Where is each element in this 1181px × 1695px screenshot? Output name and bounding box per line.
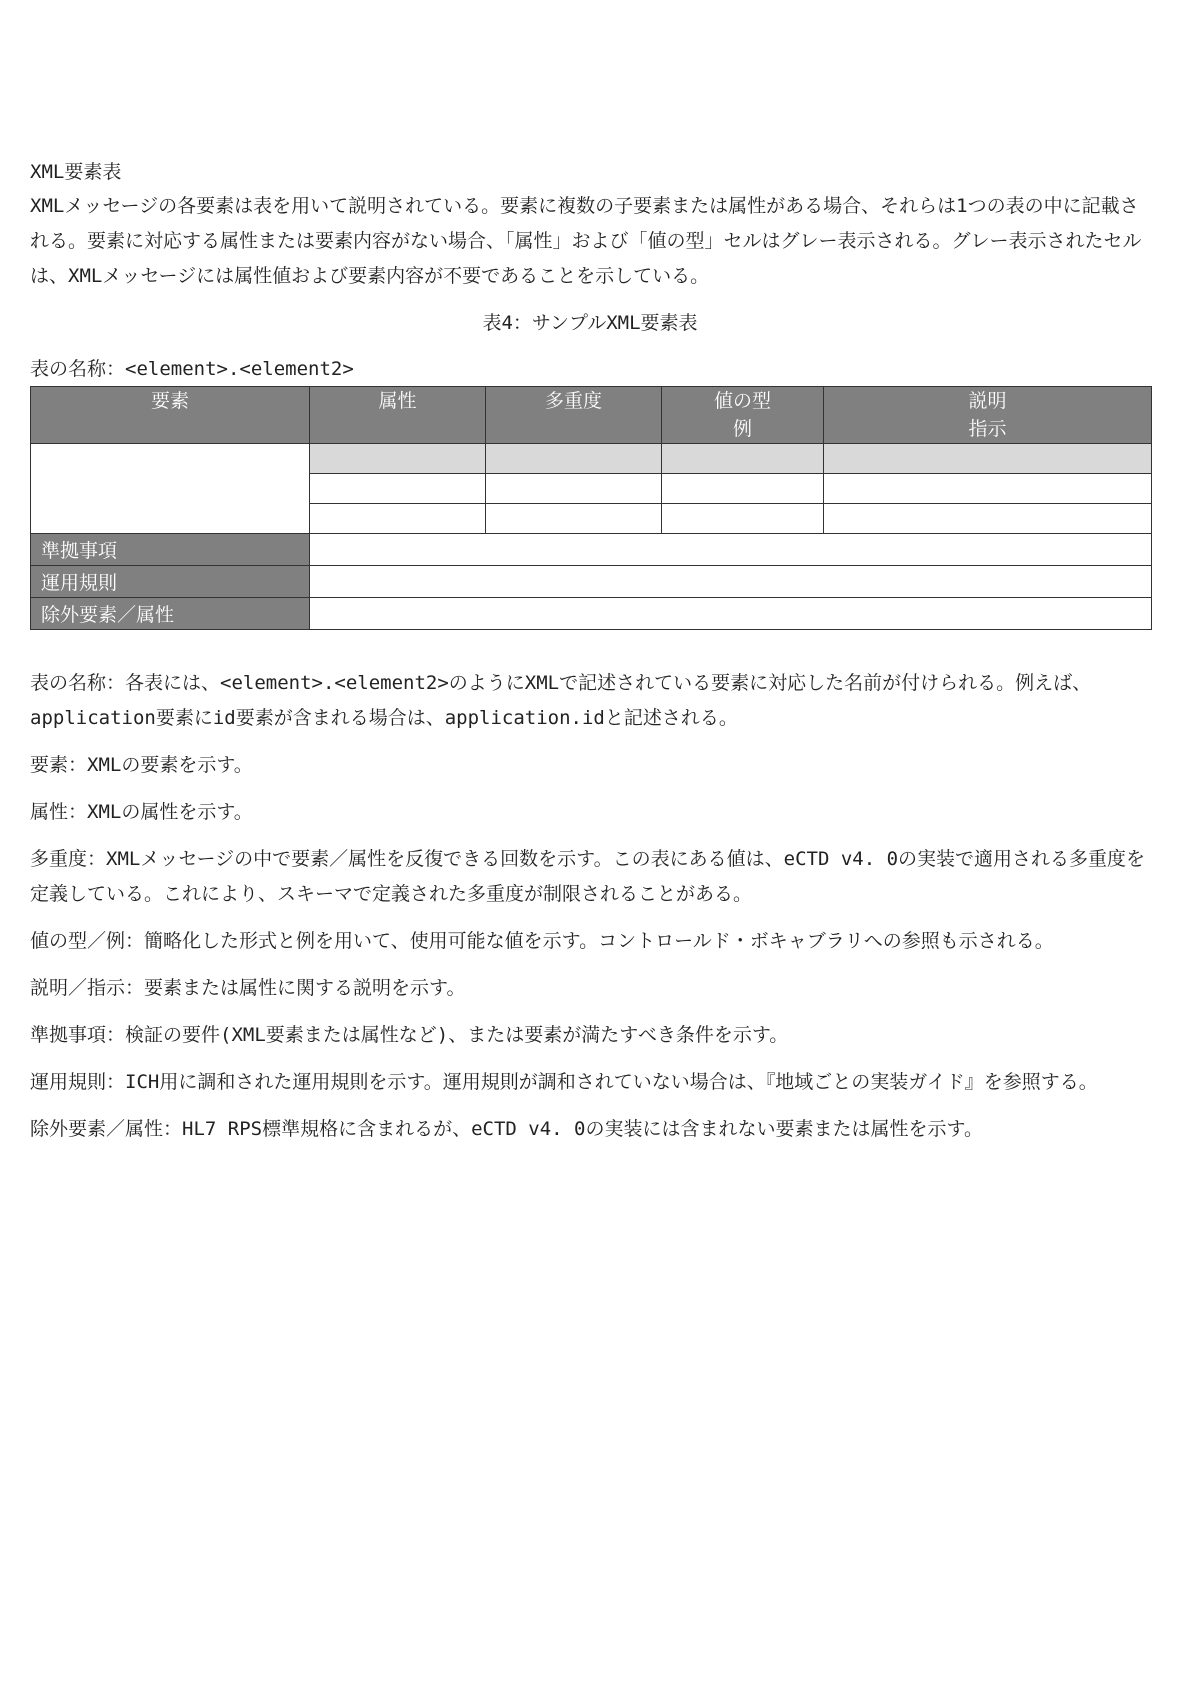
definition-excluded: 除外要素／属性：HL7 RPS標準規格に含まれるが、eCTD v4. 0の実装には含まれない要素または属性を示す。 xyxy=(30,1118,983,1140)
intro-paragraph: XMLメッセージの各要素は表を用いて説明されている。要素に複数の子要素または属性がある場合、それらは1つの表の中に記載される。要素に対応する属性または要素内容がない場合、「属性」および「値の型」セルはグレー表示される。グレー表示されたセルは、XMLメッセージには属性値および要素内容が不要であることを示している。 xyxy=(30,195,1142,287)
definition-business-rules: 運用規則：ICH用に調和された運用規則を示す。運用規則が調和されていない場合は、『地域ごとの実装ガイド』を参照する。 xyxy=(30,1071,1098,1093)
header-element: 要素 xyxy=(31,387,310,444)
definition-conformance: 準拠事項：検証の要件(XML要素または属性など)、または要素が満たすべき条件を示す。 xyxy=(30,1024,789,1046)
table-name-line: 表の名称：<element>.<element2> xyxy=(30,358,354,380)
conformance-row xyxy=(31,534,1152,566)
table-row xyxy=(31,444,1152,474)
header-value-type xyxy=(662,387,824,444)
table-caption: 表4：サンプルXML要素表 xyxy=(482,312,698,334)
table-cell xyxy=(662,504,824,534)
header-description xyxy=(824,387,1152,444)
table-cell xyxy=(310,474,486,504)
table-header-row xyxy=(31,387,1152,444)
header-value-type-line1: 値の型 xyxy=(713,390,771,412)
element-cell xyxy=(31,444,310,534)
table-cell-gray xyxy=(310,444,486,474)
conformance-value xyxy=(310,534,1152,566)
business-rules-row xyxy=(31,566,1152,598)
business-rules-label: 運用規則 xyxy=(31,566,310,598)
table-cell xyxy=(486,504,662,534)
excluded-row xyxy=(31,598,1152,630)
header-multiplicity: 多重度 xyxy=(486,387,662,444)
header-description-line1: 説明 xyxy=(968,390,1007,412)
header-value-type-line2: 例 xyxy=(732,418,752,440)
excluded-label: 除外要素／属性 xyxy=(31,598,310,630)
sample-xml-element-table xyxy=(30,386,1152,630)
definition-description: 説明／指示：要素または属性に関する説明を示す。 xyxy=(30,977,466,999)
header-description-line2: 指示 xyxy=(968,418,1007,440)
section-heading: XML要素表 xyxy=(30,161,122,183)
table-cell-gray xyxy=(824,444,1152,474)
table-cell xyxy=(824,474,1152,504)
table-cell xyxy=(662,474,824,504)
excluded-value xyxy=(310,598,1152,630)
definition-attribute: 属性：XMLの属性を示す。 xyxy=(30,801,253,823)
header-attribute: 属性 xyxy=(310,387,486,444)
table-cell xyxy=(824,504,1152,534)
definition-list xyxy=(30,666,1150,1147)
table-cell-gray xyxy=(662,444,824,474)
table-cell xyxy=(310,504,486,534)
definition-value-type: 値の型／例：簡略化した形式と例を用いて、使用可能な値を示す。コントロールド・ボキャブラリへの参照も示される。 xyxy=(30,930,1054,952)
definition-multiplicity: 多重度：XMLメッセージの中で要素／属性を反復できる回数を示す。この表にある値は、eCTD v4. 0の実装で適用される多重度を定義している。これにより、スキーマで定義された多重度が制限されることがある。 xyxy=(30,848,1146,905)
document-content xyxy=(30,155,1150,1159)
definition-table-name: 表の名称：各表には、<element>.<element2>のようにXMLで記述されている要素に対応した名前が付けられる。例えば、application要素にid要素が含まれる場合は、application.idと記述される。 xyxy=(30,672,1092,729)
conformance-label: 準拠事項 xyxy=(31,534,310,566)
business-rules-value xyxy=(310,566,1152,598)
table-cell-gray xyxy=(486,444,662,474)
definition-element: 要素：XMLの要素を示す。 xyxy=(30,754,253,776)
table-cell xyxy=(486,474,662,504)
